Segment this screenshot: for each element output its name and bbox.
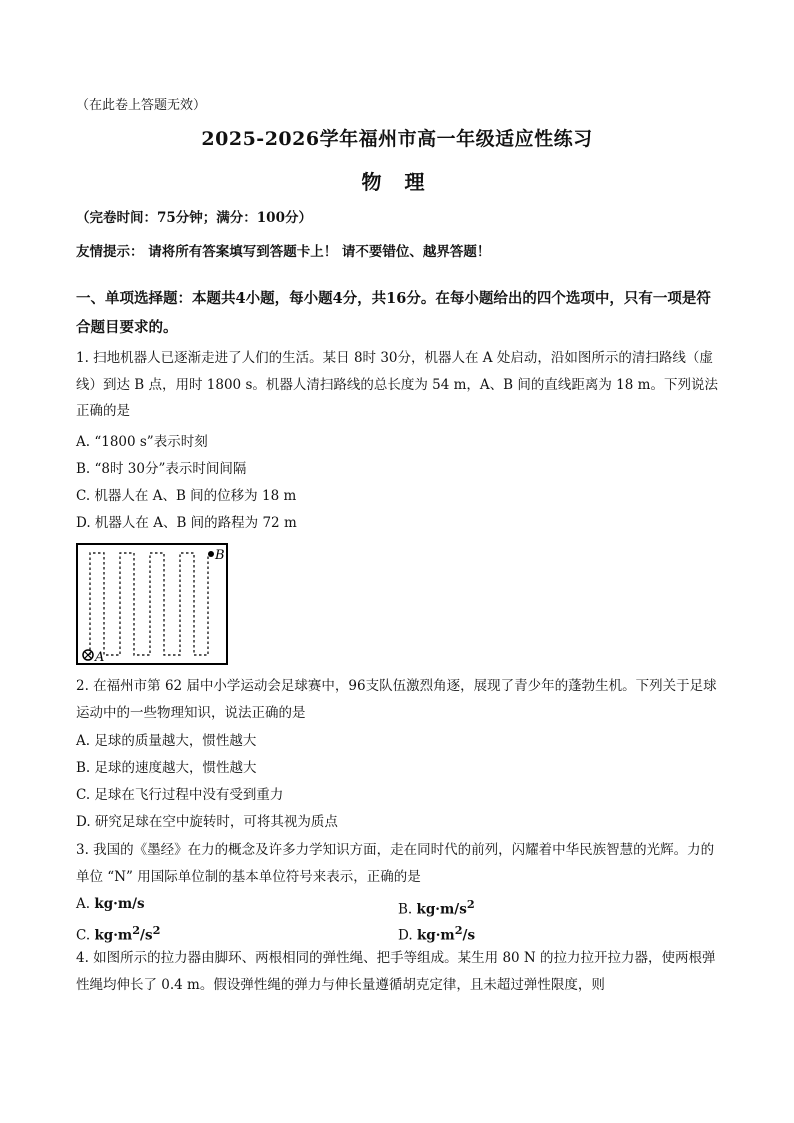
subject-title: 物 理 — [361, 170, 433, 194]
question-4-stem: 4. 如图所示的拉力器由脚环、两根相同的弹性绳、把手等组成。某生用 80 N 的拉力拉开拉力器，使两根弹性绳均伸长了 0.4 m。假设弹性绳的弹力与伸长量遵循胡克定律，且未超过弹性限度，则 — [76, 950, 716, 993]
friendly-tips: 友情提示： 请将所有答案填写到答题卡上！ 请不要错位、越界答题！ — [76, 244, 491, 260]
q1-option-b: B. “8时 30分”表示时间间隔 — [76, 461, 247, 477]
q2-option-a: A. 足球的质量越大，惯性越大 — [76, 733, 257, 749]
question-2-stem: 2. 在福州市第 62 届中小学运动会足球赛中，96支队伍激烈角逐，展现了青少年的蓬勃生机。下列关于足球运动中的一些物理知识，说法正确的是 — [76, 678, 717, 721]
q1-option-a: A. “1800 s”表示时刻 — [76, 434, 208, 450]
exam-info: （完卷时间：75分钟；满分：100分） — [76, 210, 312, 226]
page-title: 2025-2026学年福州市高一年级适应性练习 — [201, 128, 593, 150]
q3-option-d: D. $kg\cdot m^2/s$ — [398, 923, 476, 944]
invalid-answer-note: （在此卷上答题无效） — [76, 98, 207, 113]
robot-path-figure — [76, 543, 228, 665]
room-border — [77, 544, 227, 664]
point-b-label: B — [215, 548, 225, 563]
q3-option-c: C. $kg\cdot m^2/s^2$ — [76, 923, 161, 944]
q3-option-a: A. kg·m/s — [76, 896, 145, 912]
question-1-stem: 1. 扫地机器人已逐渐走进了人们的生活。某日 8时 30分，机器人在 A 处启动，沿如图所示的清扫路线（虚线）到达 B 点，用时 1800 s。机器人清扫路线的总长度为 54 m，A、B 间的直线距离为 18 m。下列说法正确的是 — [76, 350, 718, 419]
q1-option-c: C. 机器人在 A、B 间的位移为 18 m — [76, 488, 297, 504]
q2-option-c: C. 足球在飞行过程中没有受到重力 — [76, 787, 284, 803]
question-3-stem: 3. 我国的《墨经》在力的概念及许多力学知识方面，走在同时代的前列，闪耀着中华民族智慧的光辉。力的单位 “N” 用国际单位制的基本单位符号来表示，正确的是 — [76, 842, 715, 885]
point-a-label: A — [95, 650, 105, 665]
cleaning-path-dashed — [90, 553, 208, 655]
section-heading: 一、单项选择题：本题共4小题，每小题4分，共16分。在每小题给出的四个选项中，只有一项是符合题目要求的。 — [76, 290, 711, 336]
q3-option-b: B. $kg\cdot m/s^2$ — [398, 897, 475, 918]
point-b-dot — [208, 551, 214, 557]
q1-option-d: D. 机器人在 A、B 间的路程为 72 m — [76, 515, 297, 531]
q2-option-b: B. 足球的速度越大，惯性越大 — [76, 760, 257, 776]
q2-option-d: D. 研究足球在空中旋转时，可将其视为质点 — [76, 814, 338, 830]
